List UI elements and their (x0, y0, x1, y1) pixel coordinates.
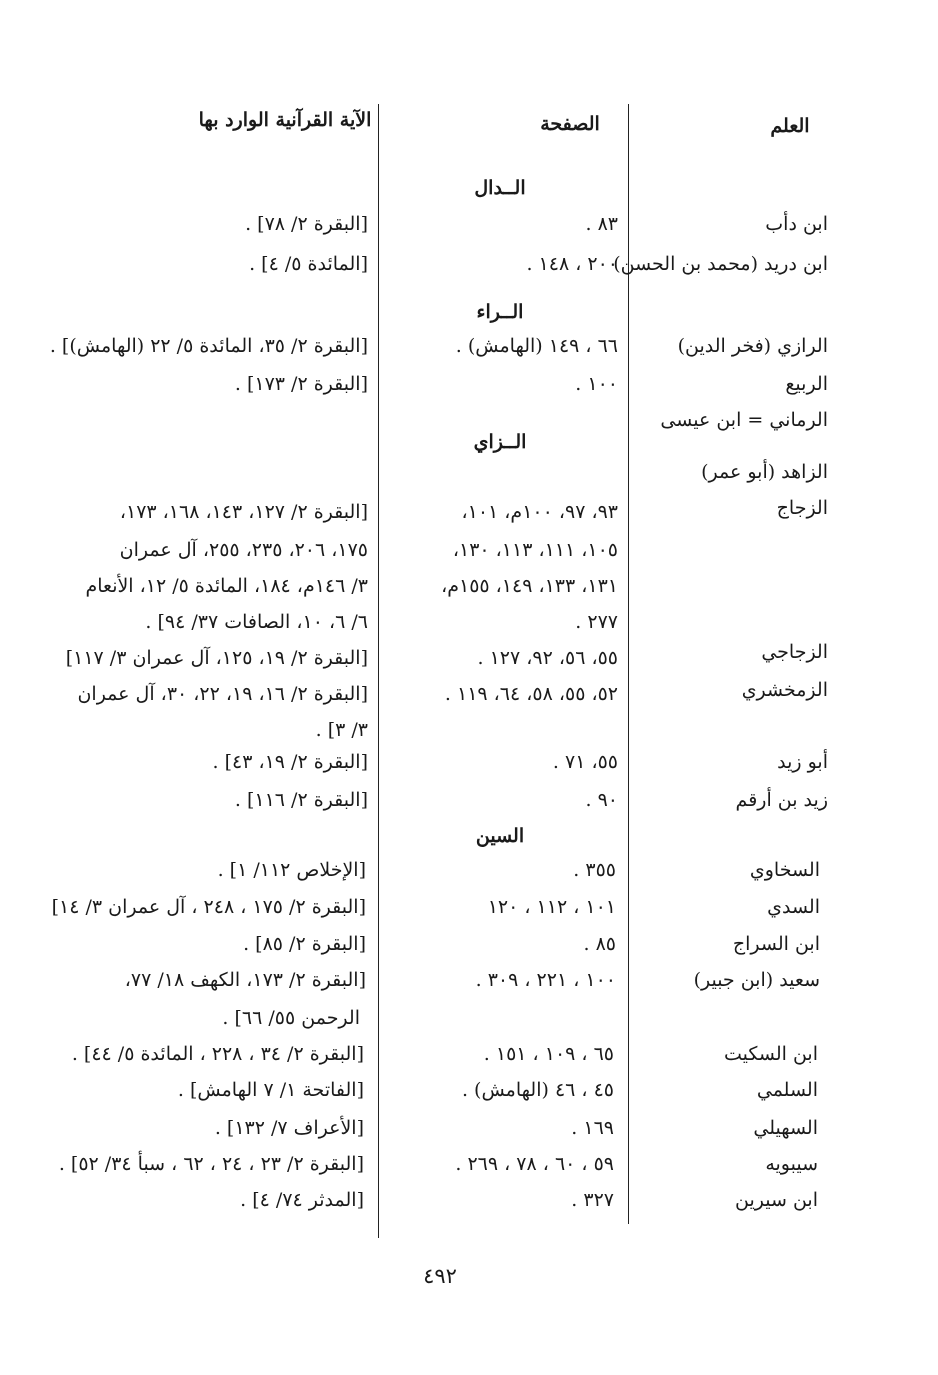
entry-name: ابن سيرين (735, 1189, 818, 1211)
entry-pages: ٩٣، ٩٧، ١٠٠م، ١٠١، (461, 501, 618, 523)
entry-verses: [الأعراف ٧/ ١٣٢] . (214, 1117, 364, 1139)
entry-verses: [البقرة ٢/ ١٦، ١٩، ٢٢، ٣٠، آل عمران (77, 683, 368, 705)
column-divider-left (378, 104, 379, 1238)
entry-name: ابن دأب (765, 213, 828, 235)
entry-pages: ١٣١، ١٣٣، ١٤٩، ١٥٥م، (441, 575, 618, 597)
entry-verses: [البقرة ٢/ ٢٣ ، ٢٤ ، ٦٢ ، سبأ ٣٤/ ٥٢] . (58, 1153, 364, 1175)
entry-pages: ٥٥، ٧١ . (552, 751, 618, 773)
entry-name: السخاوي (749, 859, 820, 881)
entry-name: ابن دريد (محمد بن الحسن) (613, 253, 828, 275)
entry-pages: ١٠١ ، ١١٢ ، ١٢٠ (487, 896, 616, 918)
entry-verses: [البقرة ٢/ ٣٤ ، ٢٢٨ ، المائدة ٥/ ٤٤] . (71, 1043, 364, 1065)
entry-pages: ٣٥٥ . (573, 859, 616, 881)
entry-verses: الرحمن ٥٥/ ٦٦] . (222, 1007, 360, 1029)
entry-pages: ٢٧٧ . (575, 611, 618, 633)
entry-verses: [البقرة ٢/ ١٢٧، ١٤٣، ١٦٨، ١٧٣، (119, 501, 368, 523)
entry-name: زيد بن أرقم (735, 789, 828, 811)
entry-pages: ٥٩ ، ٦٠ ، ٧٨ ، ٢٦٩ . (455, 1153, 614, 1175)
header-name: العلم (770, 115, 810, 137)
entry-name: السلمي (756, 1079, 818, 1101)
entry-verses: ٦/ ٦، ١٠، الصافات ٣٧/ ٩٤] . (145, 611, 368, 633)
entry-verses: ٣/ ٣] . (315, 719, 368, 741)
section-dal: الــدال (474, 177, 526, 199)
entry-verses: [البقرة ٢/ ١١٦] . (234, 789, 368, 811)
entry-verses: ١٧٥، ٢٠٦، ٢٣٥، ٢٥٥، آل عمران (119, 539, 368, 561)
entry-verses: [البقرة ٢/ ١٩، ١٢٥، آل عمران ٣/ ١١٧] (65, 647, 368, 669)
entry-name: الزجاج (776, 497, 828, 519)
entry-verses: [الإخلاص ١١٢/ ١] . (217, 859, 366, 881)
entry-name: سعيد (ابن جبير) (693, 969, 820, 991)
entry-pages: ٢٠٠ ، ١٤٨ . (526, 253, 618, 275)
entry-name: الرماني = ابن عيسى (660, 409, 828, 431)
entry-verses: [البقرة ٢/ ١٧٣، الكهف ١٨/ ٧٧، (124, 969, 366, 991)
entry-verses: [البقرة ٢/ ٧٨] . (245, 213, 368, 235)
entry-name: ابن السراج (732, 933, 820, 955)
entry-name: الربيع (785, 373, 828, 395)
entry-name: الزاهد (أبو عمر) (701, 461, 828, 483)
entry-verses: [البقرة ٢/ ٣٥، المائدة ٥/ ٢٢ (الهامش)] . (49, 335, 368, 357)
entry-pages: ٣٢٧ . (571, 1189, 614, 1211)
header-page: الصفحة (540, 113, 600, 135)
entry-name: ابن السكيت (724, 1043, 818, 1065)
entry-name: السدي (767, 896, 820, 918)
entry-pages: ٥٢، ٥٥، ٥٨، ٦٤، ١١٩ . (444, 683, 618, 705)
entry-verses: [الفاتحة ١/ ٧ الهامش] . (177, 1079, 364, 1101)
entry-name: السهيلي (753, 1117, 818, 1139)
section-ra: الــراء (476, 301, 524, 323)
section-sin: السين (475, 825, 525, 847)
header-verse: الآية القرآنية الوارد بها (198, 109, 372, 131)
entry-pages: ٨٣ . (585, 213, 618, 235)
section-zay: الــزاي (473, 431, 527, 453)
entry-verses: [البقرة ٢/ ١٧٣] . (234, 373, 368, 395)
entry-pages: ٦٥ ، ١٠٩ ، ١٥١ . (483, 1043, 614, 1065)
entry-name: الرازي (فخر الدين) (677, 335, 828, 357)
entry-name: أبو زيد (777, 751, 828, 773)
entry-pages: ٦٦ ، ١٤٩ (الهامش) . (455, 335, 618, 357)
entry-verses: ٣/ ١٤٦م، ١٨٤، المائدة ٥/ ١٢، الأنعام (85, 575, 368, 597)
entry-verses: [البقرة ٢/ ٨٥] . (243, 933, 366, 955)
entry-pages: ٤٥ ، ٤٦ (الهامش) . (461, 1079, 614, 1101)
entry-name: سيبويه (765, 1153, 818, 1175)
entry-pages: ١٠٠ . (575, 373, 618, 395)
entry-verses: [البقرة ٢/ ١٩، ٤٣] . (212, 751, 368, 773)
entry-name: الزجاجي (761, 641, 828, 663)
entry-pages: ١٠٥، ١١١، ١١٣، ١٣٠، (452, 539, 618, 561)
entry-pages: ١٦٩ . (571, 1117, 614, 1139)
entry-pages: ٥٥، ٥٦، ٩٢، ١٢٧ . (477, 647, 618, 669)
entry-pages: ٩٠ . (585, 789, 618, 811)
entry-verses: [البقرة ٢/ ١٧٥ ، ٢٤٨ ، آل عمران ٣/ ١٤] (51, 896, 366, 918)
entry-verses: [المائدة ٥/ ٤] . (249, 253, 368, 275)
entry-pages: ١٠٠ ، ٢٢١ ، ٣٠٩ . (475, 969, 616, 991)
entry-pages: ٨٥ . (583, 933, 616, 955)
page-number: ٤٩٢ (423, 1264, 457, 1288)
entry-verses: [المدثر ٧٤/ ٤] . (240, 1189, 364, 1211)
entry-name: الزمخشري (741, 679, 828, 701)
